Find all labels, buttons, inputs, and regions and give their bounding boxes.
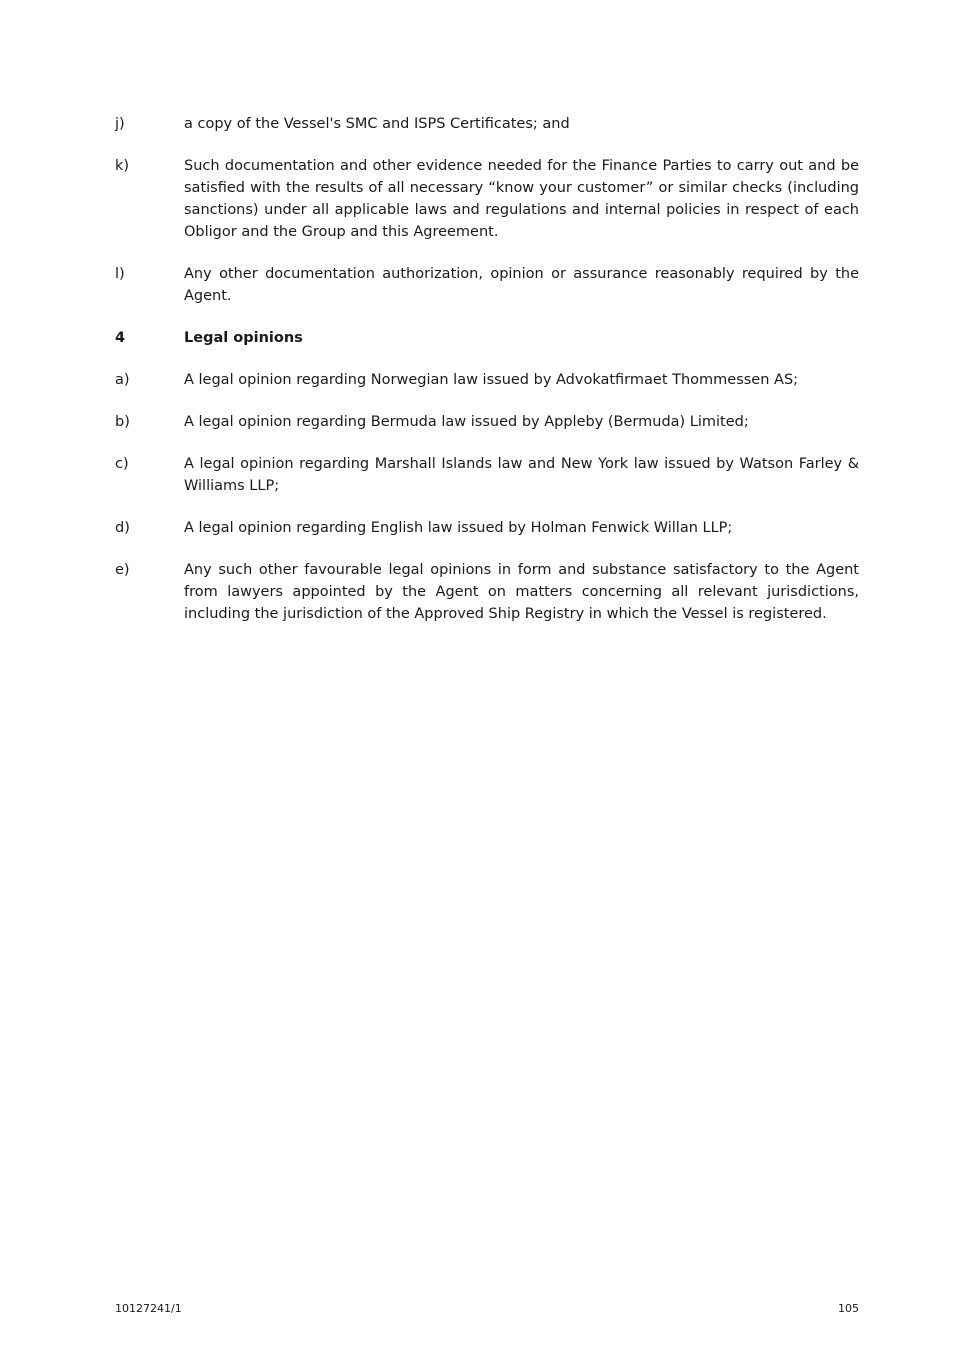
section-number: 4 [115, 330, 126, 346]
list-item-b [115, 411, 859, 433]
list-item-label: a) [115, 372, 130, 388]
list-item-label: j) [115, 116, 125, 132]
list-item-label: d) [115, 520, 130, 536]
list-item-c [115, 453, 859, 497]
list-item-label: k) [115, 158, 130, 174]
footer-page-number: 105 [838, 1302, 859, 1315]
list-item-k [115, 155, 859, 243]
list-item-text: a copy of the Vessel's SMC and ISPS Certificates; and [184, 116, 570, 132]
list-item-text: Any such other favourable legal opinions in form and substance satisfactory to the Agent from lawyers appointed by the Agent on matters concerning all relevant jurisdictions, including the jurisdiction of the Approved Ship Registry in which the Vessel is registered. [184, 562, 859, 622]
list-item-text: A legal opinion regarding Bermuda law issued by Appleby (Bermuda) Limited; [184, 414, 749, 430]
list-item-l [115, 263, 859, 307]
list-item-label: c) [115, 456, 129, 472]
list-item-text: A legal opinion regarding Norwegian law issued by Advokatfirmaet Thommessen AS; [184, 372, 799, 388]
list-item-text: A legal opinion regarding English law issued by Holman Fenwick Willan LLP; [184, 520, 733, 536]
list-item-e [115, 559, 859, 625]
list-item-a [115, 369, 859, 391]
list-item-text: Any other documentation authorization, opinion or assurance reasonably required by the Agent. [184, 266, 859, 304]
list-item-label: b) [115, 414, 130, 430]
page-content [115, 113, 859, 645]
list-item-label: e) [115, 562, 130, 578]
footer-doc-ref: 10127241/1 [115, 1302, 182, 1315]
list-item-j [115, 113, 859, 135]
list-item-text: Such documentation and other evidence needed for the Finance Parties to carry out and be satisfied with the results of all necessary “know your customer” or similar checks (including sanctions) under all applicable laws and regulations and internal policies in respect of each Obligor and the Group and this Agreement. [184, 158, 859, 240]
section-heading [115, 327, 859, 349]
list-item-label: l) [115, 266, 125, 282]
list-item-text: A legal opinion regarding Marshall Islands law and New York law issued by Watson Farley & Williams LLP; [184, 456, 859, 494]
section-title: Legal opinions [184, 330, 303, 346]
list-item-d [115, 517, 859, 539]
